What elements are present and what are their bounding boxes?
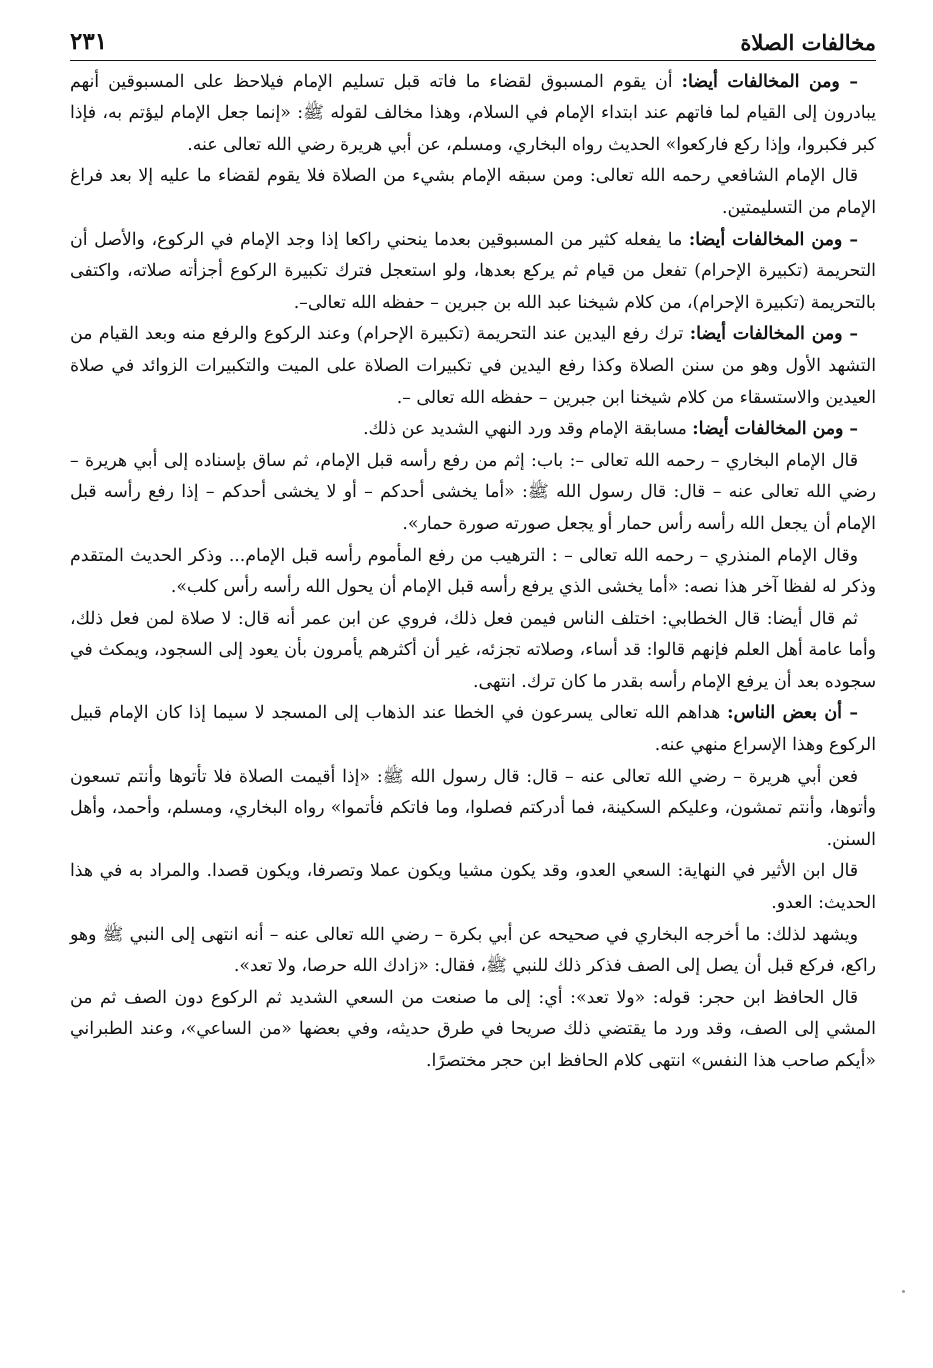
paragraph-02 [70,161,876,224]
paragraph-04 [70,319,876,414]
paragraph-07 [70,541,876,604]
paragraph-01 [70,67,876,162]
paragraph-08 [70,604,876,699]
body-text [70,67,876,1078]
page-number: ٢٣١ [70,28,108,55]
running-header [70,28,876,61]
paragraph-body: قال الإمام الشافعي رحمه الله تعالى: ومن سبقه الإمام بشيء من الصلاة فلا يقوم لقضاء ما عليه إلا بعد فراغ الإمام من التسليمتين. [70,166,876,218]
paragraph-06 [70,446,876,541]
paragraph-03 [70,225,876,320]
paragraph-11 [70,856,876,919]
paragraph-lead: – ومن المخالفات أيضا: [689,324,858,345]
paragraph-body: مسابقة الإمام وقد ورد النهي الشديد عن ذلك. [363,419,693,440]
paragraph-body: ويشهد لذلك: ما أخرجه البخاري في صحيحه عن أبي بكرة – رضي الله تعالى عنه – أنه انتهى إلى النبي ﷺ وهو راكع، فركع قبل أن يصل إلى الصف فذكر ذلك للنبي ﷺ، فقال: «زادك الله حرصا، ولا تعد». [70,924,876,977]
paragraph-lead: – ومن المخالفات أيضا: [688,229,858,250]
paragraph-body: قال ابن الأثير في النهاية: السعي العدو، وقد يكون مشيا ويكون عملا وتصرفا، ويكون قصدا. والمراد به في هذا الحديث: العدو. [70,861,876,914]
paragraph-13 [70,983,876,1078]
chapter-title: مخالفات الصلاة [740,30,876,56]
scan-speck [902,1290,905,1293]
paragraph-12 [70,920,876,983]
paragraph-body: وقال الإمام المنذري – رحمه الله تعالى – : الترهيب من رفع المأموم رأسه قبل الإمام... وذكر الحديث المتقدم وذكر له لفظا آخر هذا نصه: «أما يخشى الذي يرفع رأسه قبل الإمام أن يحول الله رأسه رأس كلب». [70,545,876,598]
paragraph-10 [70,762,876,857]
paragraph-body: قال الحافظ ابن حجر: قوله: «ولا تعد»: أي: إلى ما صنعت من السعي الشديد ثم الركوع دون الصف ثم من المشي إلى الصف، وقد ورد ما يقتضي ذلك صريحا في طرق حديثه، وفي بعضها «من الساعي»، وعند الطبراني «أيكم صاحب هذا النفس» انتهى كلام الحافظ ابن حجر مختصرًا. [70,987,876,1071]
paragraph-body: ما يفعله كثير من المسبوقين بعدما ينحني راكعا إذا وجد الإمام في الركوع، والأصل أن التحريمة (تكبيرة الإحرام) تفعل من قيام ثم يركع بعدها، ولو استعجل فترك تكبيرة الركوع أجزأته صلاته، واكتفى بالتحريمة (تكبيرة الإحرام)، من كلام شيخنا عبد الله بن جبرين – حفظه الله تعالى–. [70,229,876,313]
book-page [70,28,876,1078]
paragraph-body: قال الإمام البخاري – رحمه الله تعالى –: باب: إثم من رفع رأسه قبل الإمام، ثم ساق بإسناده إلى أبي هريرة – رضي الله تعالى عنه – قال: قال رسول الله ﷺ: «أما يخشى أحدكم – أو لا يخشى أحدكم – إذا رفع رأسه قبل الإمام أن يجعل الله رأسه رأس حمار أو يجعل صورته صورة حمار». [70,450,876,534]
paragraph-body: أن يقوم المسبوق لقضاء ما فاته قبل تسليم الإمام فيلاحظ على المسبوقين أنهم يبادرون إلى القيام لما فاتهم عند ابتداء الإمام في السلام، وهذا مخالف لقوله ﷺ: «إنما جعل الإمام ليؤتم به، فإذا كبر فكبروا، وإذا ركع فاركعوا» الحديث رواه البخاري، ومسلم، عن أبي هريرة رضي الله تعالى عنه. [70,71,876,155]
paragraph-05 [70,414,876,446]
paragraph-lead: – ومن المخالفات أيضا: [681,71,858,92]
paragraph-body: ترك رفع اليدين عند التحريمة (تكبيرة الإحرام) وعند الركوع والرفع منه وبعد القيام من التشهد الأول وهو من سنن الصلاة وكذا رفع اليدين في تكبيرات الصلاة على الميت والتكبيرات الزوائد في صلاة العيدين والاستسقاء من كلام شيخنا ابن جبرين – حفظه الله تعالى –. [70,324,876,408]
paragraph-body: هداهم الله تعالى يسرعون في الخطا عند الذهاب إلى المسجد لا سيما إذا كان الإمام قبيل الركوع وهذا الإسراع منهي عنه. [70,703,876,756]
paragraph-09 [70,698,876,761]
paragraph-lead: – أن بعض الناس: [727,703,858,724]
paragraph-body: فعن أبي هريرة – رضي الله تعالى عنه – قال: قال رسول الله ﷺ: «إذا أقيمت الصلاة فلا تأتوها وأنتم تسعون وأتوها، وأنتم تمشون، وعليكم السكينة، فما أدركتم فصلوا، وما فاتكم فأتموا» رواه البخاري، ومسلم، وأحمد، وأهل السنن. [70,766,876,850]
paragraph-lead: – ومن المخالفات أيضا: [692,419,858,440]
paragraph-body: ثم قال أيضا: قال الخطابي: اختلف الناس فيمن فعل ذلك، فروي عن ابن عمر أنه قال: لا صلاة لمن فعل ذلك، وأما عامة أهل العلم فإنهم قالوا: قد أساء، وصلاته تجزئه، غير أن أكثرهم يأمرون بأن يعود إلى السجود، ويمكث في سجوده بعد أن يرفع الإمام رأسه بقدر ما كان ترك. انتهى. [70,608,876,692]
